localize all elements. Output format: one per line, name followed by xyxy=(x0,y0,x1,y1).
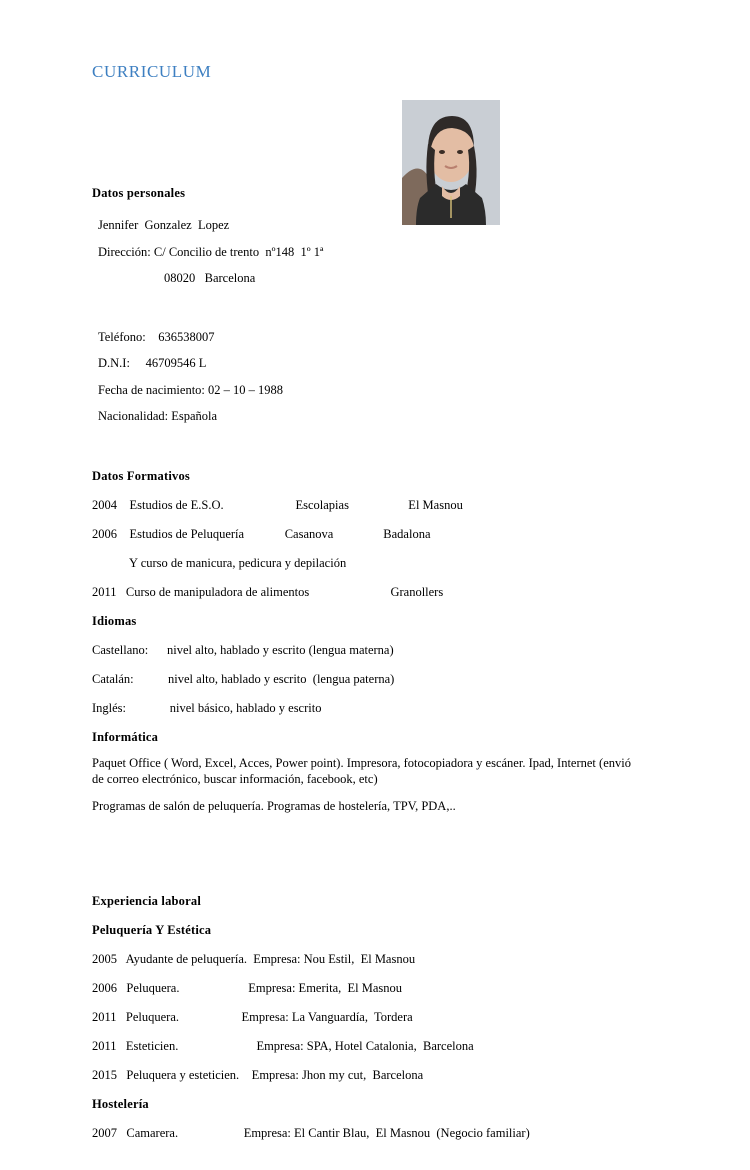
experience-row: 2005 Ayudante de peluquería. Empresa: Nou Estil, El Masnou xyxy=(92,952,416,966)
education-row: Y curso de manicura, pedicura y depilación xyxy=(92,555,347,570)
portrait-photo-graphic xyxy=(402,100,500,225)
education-section xyxy=(92,469,662,600)
personal-phone: Teléfono: 636538007 xyxy=(98,329,215,344)
languages-heading: Idiomas xyxy=(92,613,137,628)
personal-address: Dirección: C/ Concilio de trento nº148 1º 1ª xyxy=(98,244,324,259)
it-skills-paragraph: Paquet Office ( Word, Excel, Acces, Power point). Impresora, fotocopiadora y escáner. Ipad, Internet (envió de correo electrónico, buscar información, facebook, etc) xyxy=(92,755,631,786)
personal-dni: D.N.I: 46709546 L xyxy=(98,356,207,370)
experience-subheading-hospitality: Hostelería xyxy=(92,1097,149,1111)
education-row: 2011 Curso de manipuladora de alimentos Granollers xyxy=(92,584,444,599)
language-row: Castellano: nivel alto, hablado y escrito (lengua materna) xyxy=(92,642,394,657)
experience-row: 2011 Esteticien. Empresa: SPA, Hotel Catalonia, Barcelona xyxy=(92,1039,474,1053)
it-skills-heading: Informática xyxy=(92,729,159,744)
education-heading: Datos Formativos xyxy=(92,468,190,483)
experience-heading: Experiencia laboral xyxy=(92,894,202,908)
language-row: Inglés: nivel básico, hablado y escrito xyxy=(92,700,322,715)
personal-name: Jennifer Gonzalez Lopez xyxy=(98,218,230,232)
experience-subheading-hair: Peluquería Y Estética xyxy=(92,923,212,937)
personal-city: 08020 Barcelona xyxy=(164,271,256,285)
education-row: 2006 Estudios de Peluquería Casanova Badalona xyxy=(92,526,431,541)
personal-section xyxy=(92,186,662,423)
languages-section xyxy=(92,614,662,716)
experience-section xyxy=(92,894,662,1141)
experience-row: 2011 Peluquera. Empresa: La Vanguardía, Tordera xyxy=(92,1010,413,1024)
experience-row: 2006 Peluquera. Empresa: Emerita, El Masnou xyxy=(92,981,403,995)
experience-row: 2007 Camarera. Empresa: El Cantir Blau, El Masnou (Negocio familiar) xyxy=(92,1126,530,1140)
personal-heading: Datos personales xyxy=(92,186,186,200)
language-row: Catalán: nivel alto, hablado y escrito (lengua paterna) xyxy=(92,671,395,686)
experience-row: 2015 Peluquera y esteticien. Empresa: Jhon my cut, Barcelona xyxy=(92,1068,424,1082)
it-skills-paragraph: Programas de salón de peluquería. Programas de hostelería, TPV, PDA,.. xyxy=(92,798,456,813)
it-skills-section xyxy=(92,730,662,815)
education-row: 2004 Estudios de E.S.O. Escolapias El Masnou xyxy=(92,497,463,512)
page-title: CURRICULUM xyxy=(92,62,212,81)
personal-nationality: Nacionalidad: Española xyxy=(98,409,218,423)
portrait-photo xyxy=(402,100,500,225)
personal-birthdate: Fecha de nacimiento: 02 – 10 – 1988 xyxy=(98,382,284,397)
